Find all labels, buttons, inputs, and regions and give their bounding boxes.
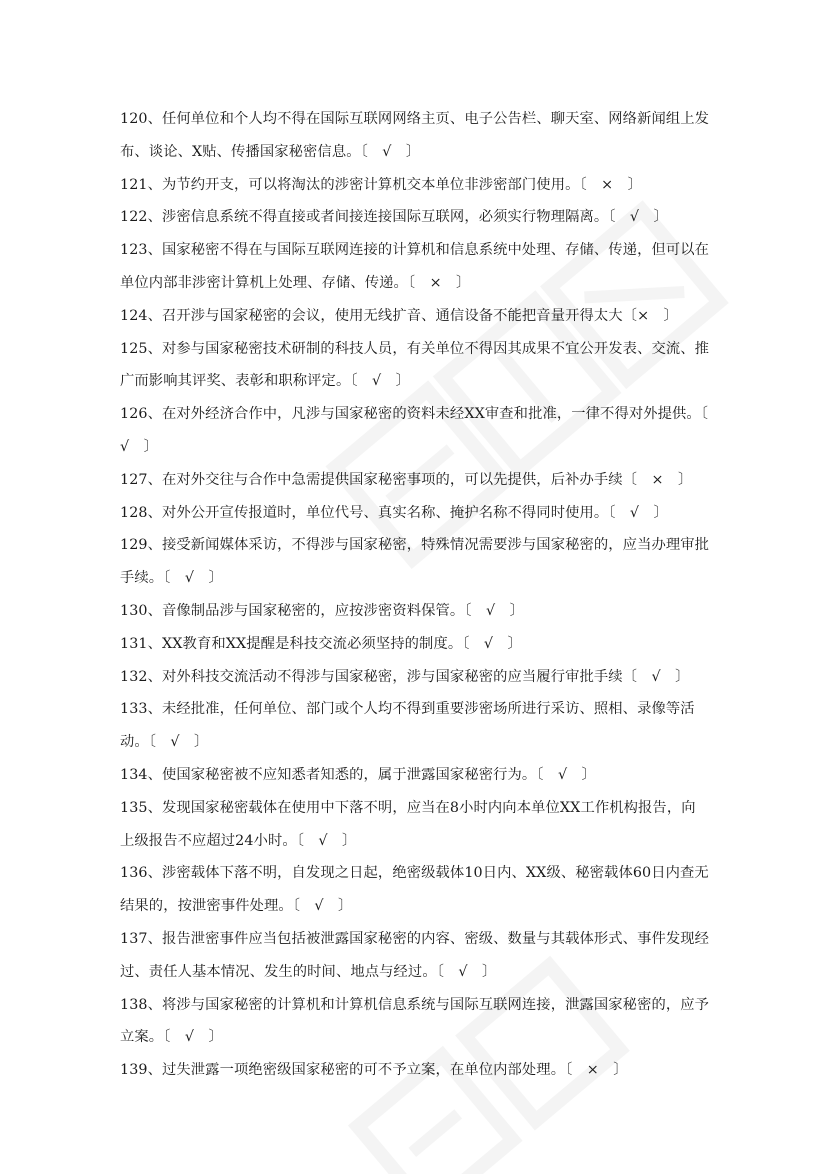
question-item-126: 126、在对外经济合作中，凡涉与国家秘密的资料未经XX审查和批准，一律不得对外提供。〔 √ 〕 [120,406,723,455]
question-item-123: 123、国家秘密不得在与国际互联网连接的计算机和信息系统中处理、存储、传递，但可以在单位内部非涉密计算机上处理、存储、传递。〔 × 〕 [120,242,710,291]
question-item-134: 134、使国家秘密被不应知悉者知悉的，属于泄露国家秘密行为。〔 √ 〕 [120,766,596,783]
question-item-125: 125、对参与国家秘密技术研制的科技人员，有关单位不得因其成果不宜公开发表、交流、推广而影响其评奖、表彰和职称评定。〔 √ 〕 [120,340,710,390]
question-item-121: 121、为节约开支，可以将淘汰的涉密计算机交本单位非涉密部门使用。〔 × 〕 [120,176,643,193]
question-item-133: 133、未经批准，任何单位、部门或个人均不得到重要涉密场所进行采访、照相、录像等活动。〔 √ 〕 [120,701,695,751]
question-item-122: 122、涉密信息系统不得直接或者间接连接国际互联网，必须实行物理隔离。〔 √ 〕 [120,209,668,226]
question-item-127: 127、在对外交往与合作中急需提供国家秘密事项的，可以先提供，后补办手续〔 × 〕 [120,471,693,488]
question-item-135: 135、发现国家秘密载体在使用中下落不明，应当在8小时内向本单位XX工作机构报告，向上级报告不应超过24小时。〔 √ 〕 [120,799,696,849]
question-item-137: 137、报告泄密事件应当包括被泄露国家秘密的内容、密级、数量与其载体形式、事件发现经过、责任人基本情况、发生的时间、地点与经过。〔 √ 〕 [120,930,710,980]
question-item-129: 129、接受新闻媒体采访，不得涉与国家秘密，特殊情况需要涉与国家秘密的，应当办理审批手续。〔 √ 〕 [120,537,710,587]
question-item-120: 120、任何单位和个人均不得在国际互联网网络主页、电子公告栏、聊天室、网络新闻组上发布、谈论、X贴、传播国家秘密信息。〔 √ 〕 [120,111,710,160]
question-item-131: 131、XX教育和XX提醒是科技交流必须坚持的制度。〔 √ 〕 [120,635,522,652]
question-list [120,103,723,1087]
question-item-130: 130、音像制品涉与国家秘密的，应按涉密资料保管。〔 √ 〕 [120,602,524,619]
question-item-124: 124、召开涉与国家秘密的会议，使用无线扩音、通信设备不能把音量开得太大〔× 〕 [120,307,678,324]
question-item-138: 138、将涉与国家秘密的计算机和计算机信息系统与国际互联网连接，泄露国家秘密的，应予立案。〔 √ 〕 [120,996,710,1046]
question-item-136: 136、涉密载体下落不明，自发现之日起，绝密级载体10日内、XX级、秘密载体60日内查无结果的，按泄密事件处理。〔 √ 〕 [120,865,709,915]
question-item-139: 139、过失泄露一项绝密级国家秘密的可不予立案，在单位内部处理。〔 × 〕 [120,1062,628,1079]
question-item-132: 132、对外科技交流活动不得涉与国家秘密，涉与国家秘密的应当履行审批手续〔 √ 〕 [120,668,690,685]
question-item-128: 128、对外公开宣传报道时，单位代号、真实名称、掩护名称不得同时使用。〔 √ 〕 [120,504,668,521]
